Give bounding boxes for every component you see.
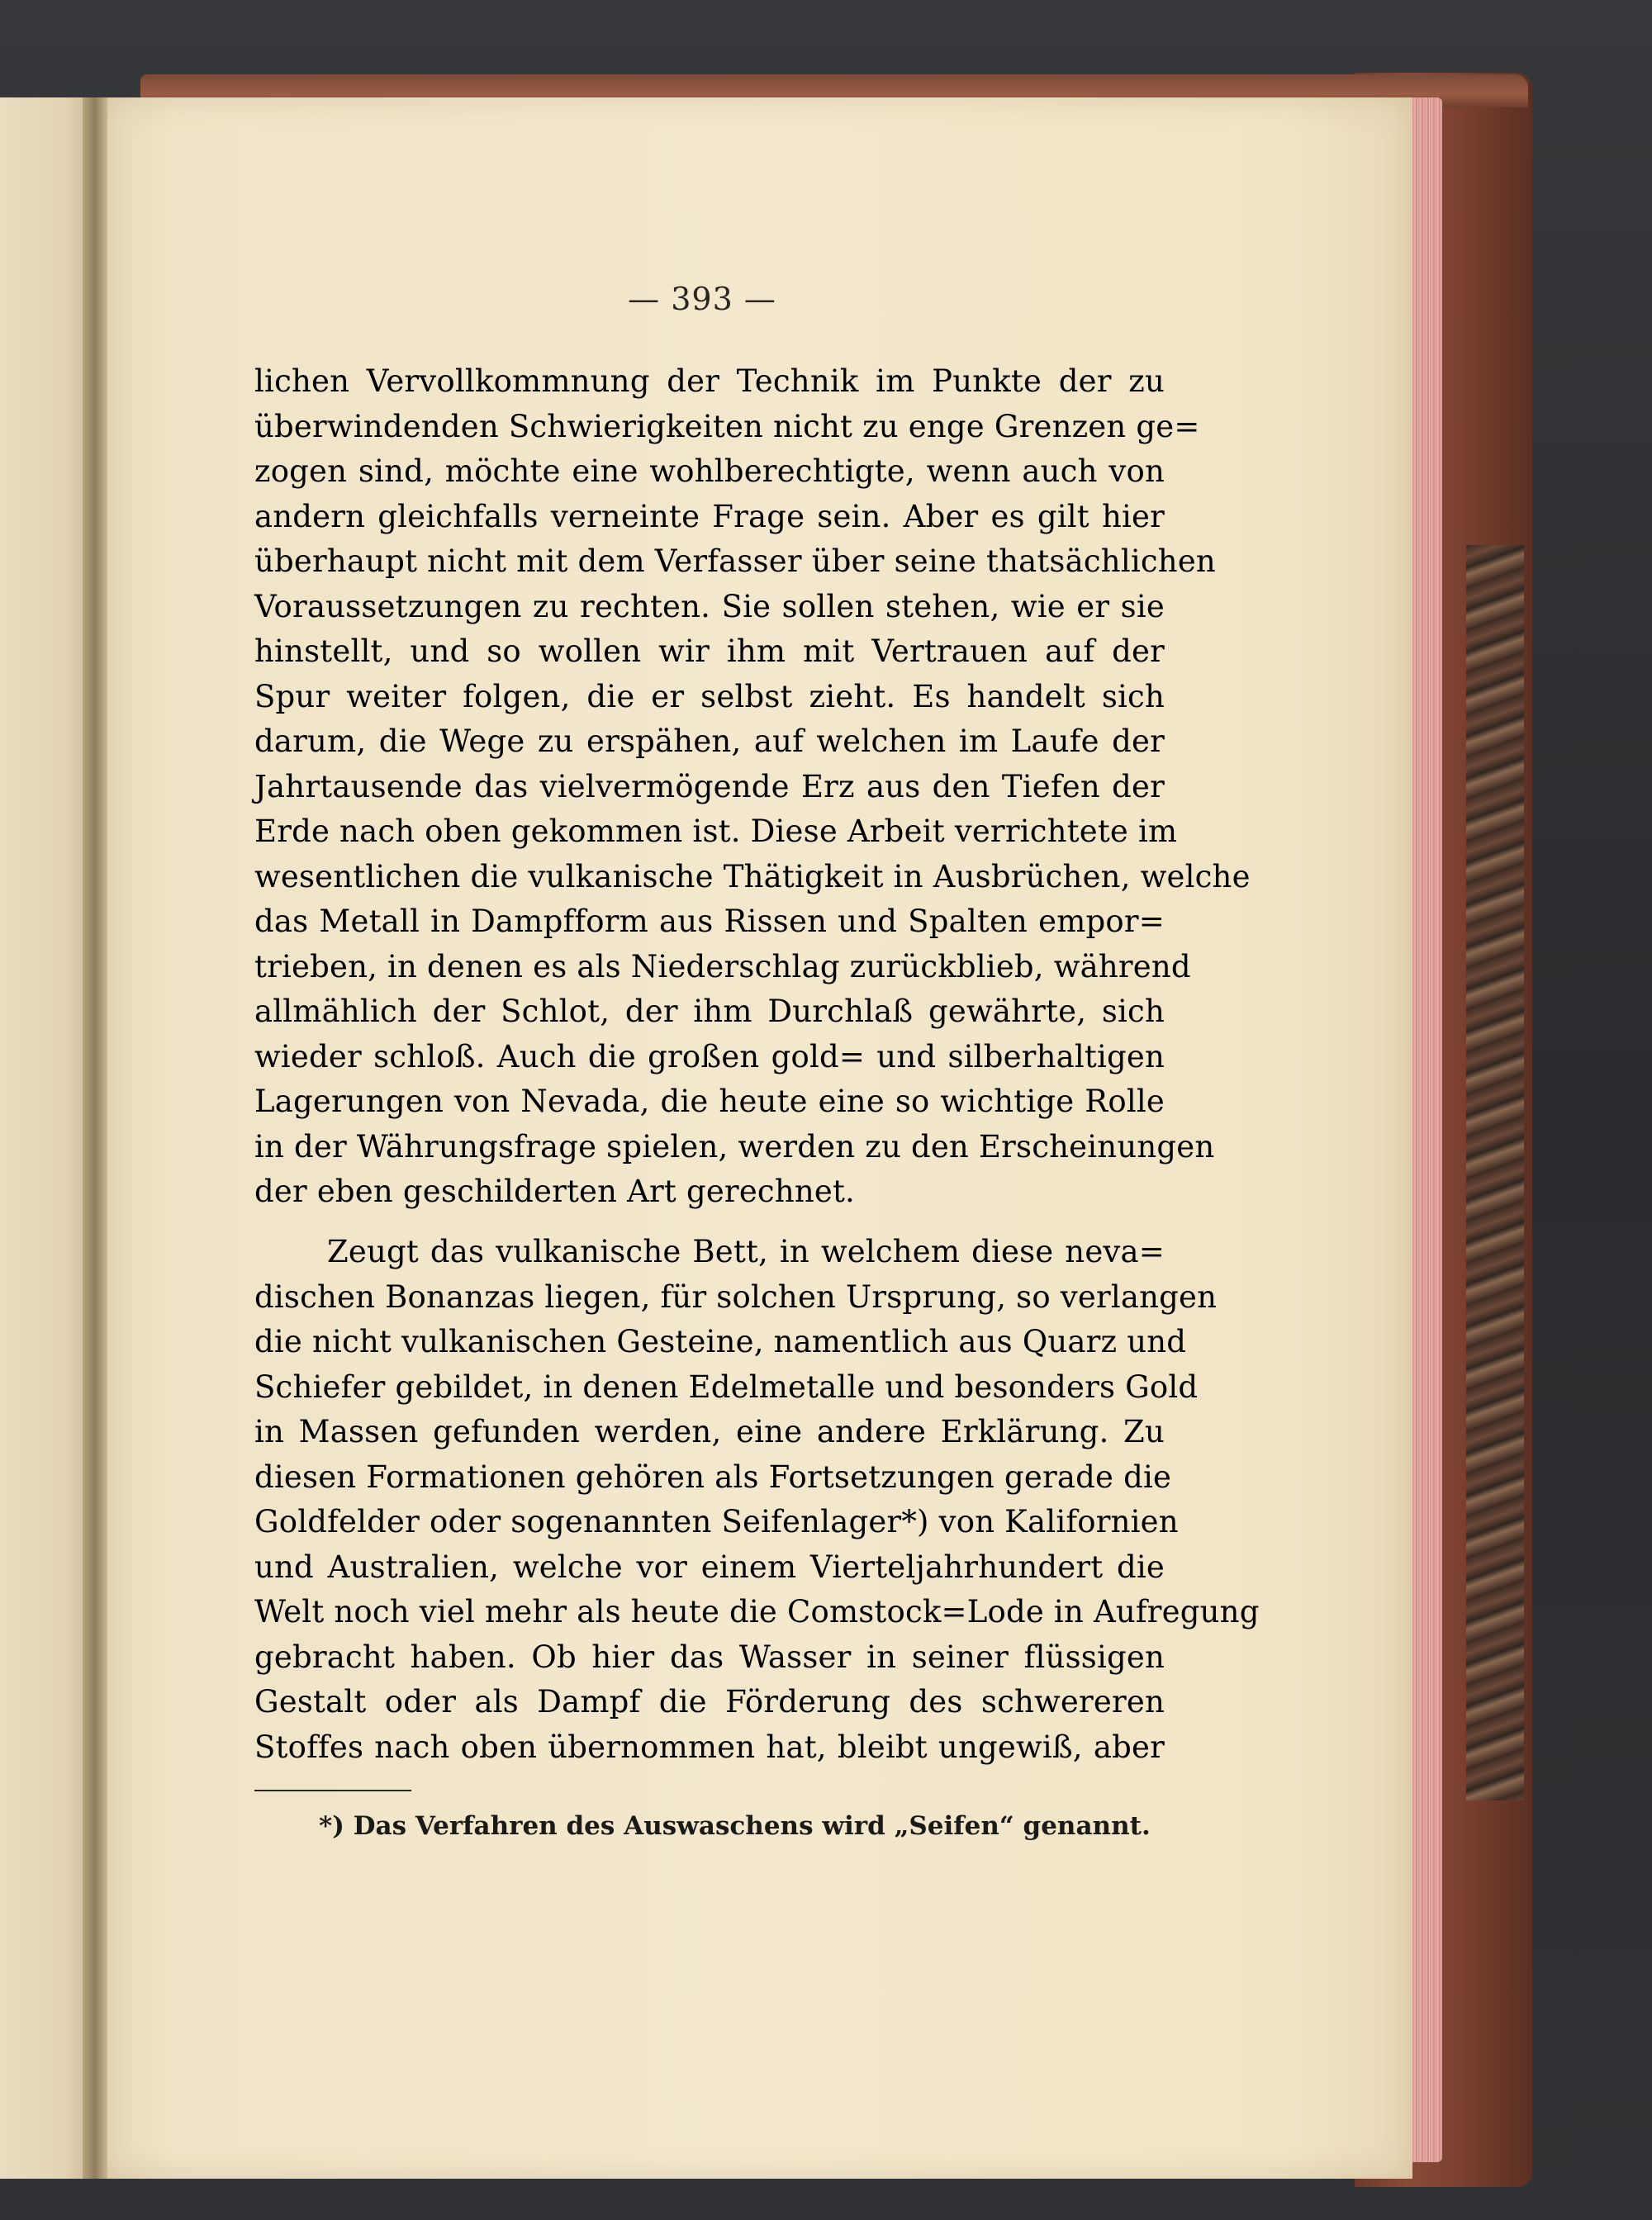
text-line: zogen sind, möchte eine wohlberechtigte, wenn auch von <box>254 453 1165 489</box>
text-line: Schiefer gebildet, in denen Edelmetalle und besonders Gold <box>254 1369 1199 1405</box>
text-line: Welt noch viel mehr als heute die Comstock=Lode in Aufregung <box>254 1594 1260 1629</box>
text-line: wesentlichen die vulkanische Thätigkeit in Ausbrüchen, welche <box>254 858 1251 894</box>
page-number: — 393 — <box>628 281 776 317</box>
text-line: darum, die Wege zu erspähen, auf welchen im Laufe der <box>254 723 1165 759</box>
text-line: überwindenden Schwierigkeiten nicht zu enge Grenzen ge= <box>254 408 1200 444</box>
text-line: Spur weiter folgen, die er selbst zieht. Es handelt sich <box>254 678 1165 714</box>
footnote: *) Das Verfahren des Auswaschens wird „Seifen“ genannt. <box>319 1811 1151 1841</box>
book-gutter <box>83 97 107 2179</box>
text-line: andern gleichfalls verneinte Frage sein. Aber es gilt hier <box>254 498 1165 534</box>
footnote-rule <box>254 1790 411 1791</box>
text-line: Goldfelder oder sogenannten Seifenlager*) von Kalifornien <box>254 1504 1179 1539</box>
text-line: überhaupt nicht mit dem Verfasser über seine thatsächlichen <box>254 543 1216 579</box>
text-line: Jahrtausende das vielvermögende Erz aus den Tiefen der <box>254 768 1165 804</box>
text-line: gebracht haben. Ob hier das Wasser in seiner flüssigen <box>254 1639 1165 1675</box>
text-line: allmählich der Schlot, der ihm Durchlaß gewährte, sich <box>254 994 1165 1029</box>
text-line: trieben, in denen es als Niederschlag zurückblieb, während <box>254 948 1191 984</box>
text-line: in Massen gefunden werden, eine andere Erklärung. Zu <box>254 1414 1165 1449</box>
paragraph-2 <box>254 1230 1260 1770</box>
text-line: Zeugt das vulkanische Bett, in welchem diese neva= <box>327 1234 1165 1269</box>
text-line: dischen Bonanzas liegen, für solchen Ursprung, so verlangen <box>254 1278 1218 1315</box>
text-line: Stoffes nach oben übernommen hat, bleibt ungewiß, aber <box>254 1729 1165 1765</box>
text-line: lichen Vervollkommnung der Technik im Punkte der zu <box>254 363 1165 399</box>
paragraph-1 <box>254 359 1251 1215</box>
text-line: und Australien, welche vor einem Vierteljahrhundert die <box>254 1549 1165 1585</box>
text-line: das Metall in Dampfform aus Rissen und Spalten empor= <box>254 904 1165 939</box>
text-line: wieder schloß. Auch die großen gold= und silberhaltigen <box>254 1038 1165 1074</box>
marbled-endpaper <box>1466 545 1524 1800</box>
left-page <box>0 97 93 2179</box>
text-line: Erde nach oben gekommen ist. Diese Arbeit verrichtete im <box>254 814 1178 849</box>
text-line: in der Währungsfrage spielen, werden zu den Erscheinungen <box>254 1128 1215 1165</box>
text-line: Voraussetzungen zu rechten. Sie sollen stehen, wie er sie <box>254 588 1165 624</box>
text-line: Gestalt oder als Dampf die Förderung des schwereren <box>254 1684 1165 1720</box>
page-edges <box>1412 97 1442 2162</box>
text-line: hinstellt, und so wollen wir ihm mit Vertrauen auf der <box>254 633 1165 669</box>
text-line: die nicht vulkanischen Gesteine, namentlich aus Quarz und <box>254 1324 1187 1359</box>
text-line: der eben geschilderten Art gerechnet. <box>254 1174 856 1209</box>
text-line: Lagerungen von Nevada, die heute eine so wichtige Rolle <box>254 1084 1165 1119</box>
text-line: diesen Formationen gehören als Fortsetzungen gerade die <box>254 1459 1172 1495</box>
